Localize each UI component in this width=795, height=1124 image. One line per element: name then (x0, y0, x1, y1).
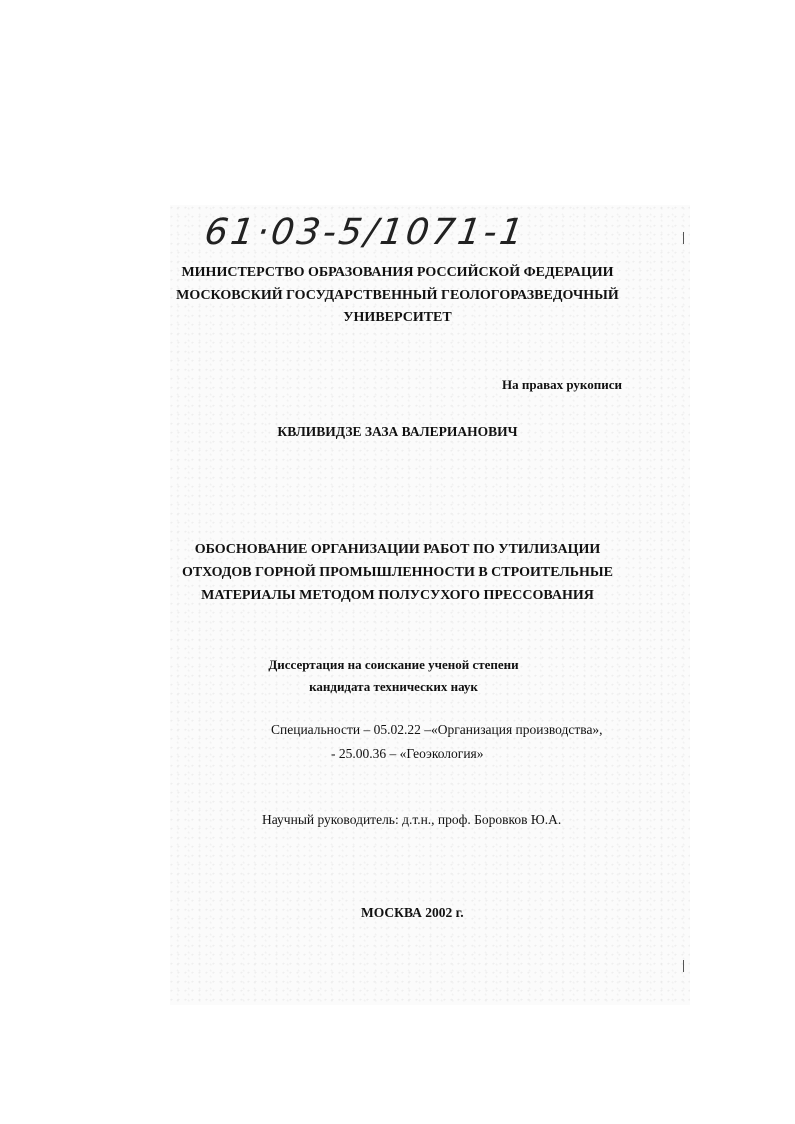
thesis-title-line-1: ОБОСНОВАНИЕ ОРГАНИЗАЦИИ РАБОТ ПО УТИЛИЗАЦИИ (194, 542, 601, 557)
author-name: КВЛИВИДЗЕ ЗАЗА ВАЛЕРИАНОВИЧ (277, 424, 518, 439)
thesis-title-line-2: ОТХОДОВ ГОРНОЙ ПРОМЫШЛЕННОСТИ В СТРОИТЕЛЬНЫЕ (181, 565, 614, 580)
handwritten-archive-number: 61·03-5/1071-1 (202, 212, 529, 253)
specialty-line-2: - 25.00.36 – «Геоэкология» (331, 746, 484, 761)
scientific-advisor: Научный руководитель: д.т.н., проф. Боровков Ю.А. (262, 812, 562, 827)
city-year: МОСКВА 2002 г. (361, 905, 464, 920)
ministry-line-1: МИНИСТЕРСТВО ОБРАЗОВАНИЯ РОССИЙСКОЙ ФЕДЕРАЦИИ (181, 265, 614, 280)
degree-line-2: кандидата технических наук (309, 679, 478, 694)
degree-line-1: Диссертация на соискание ученой степени (268, 657, 519, 672)
scan-edge-mark (683, 960, 684, 972)
manuscript-rights-note: На правах рукописи (502, 377, 622, 392)
ministry-line-2: МОСКОВСКИЙ ГОСУДАРСТВЕННЫЙ ГЕОЛОГОРАЗВЕДОЧНЫЙ (176, 288, 619, 303)
scan-edge-mark (683, 232, 684, 244)
thesis-title-line-3: МАТЕРИАЛЫ МЕТОДОМ ПОЛУСУХОГО ПРЕССОВАНИЯ (201, 588, 594, 603)
ministry-line-3: УНИВЕРСИТЕТ (343, 310, 452, 325)
specialty-line-1: Специальности – 05.02.22 –«Организация производства», (271, 722, 603, 737)
